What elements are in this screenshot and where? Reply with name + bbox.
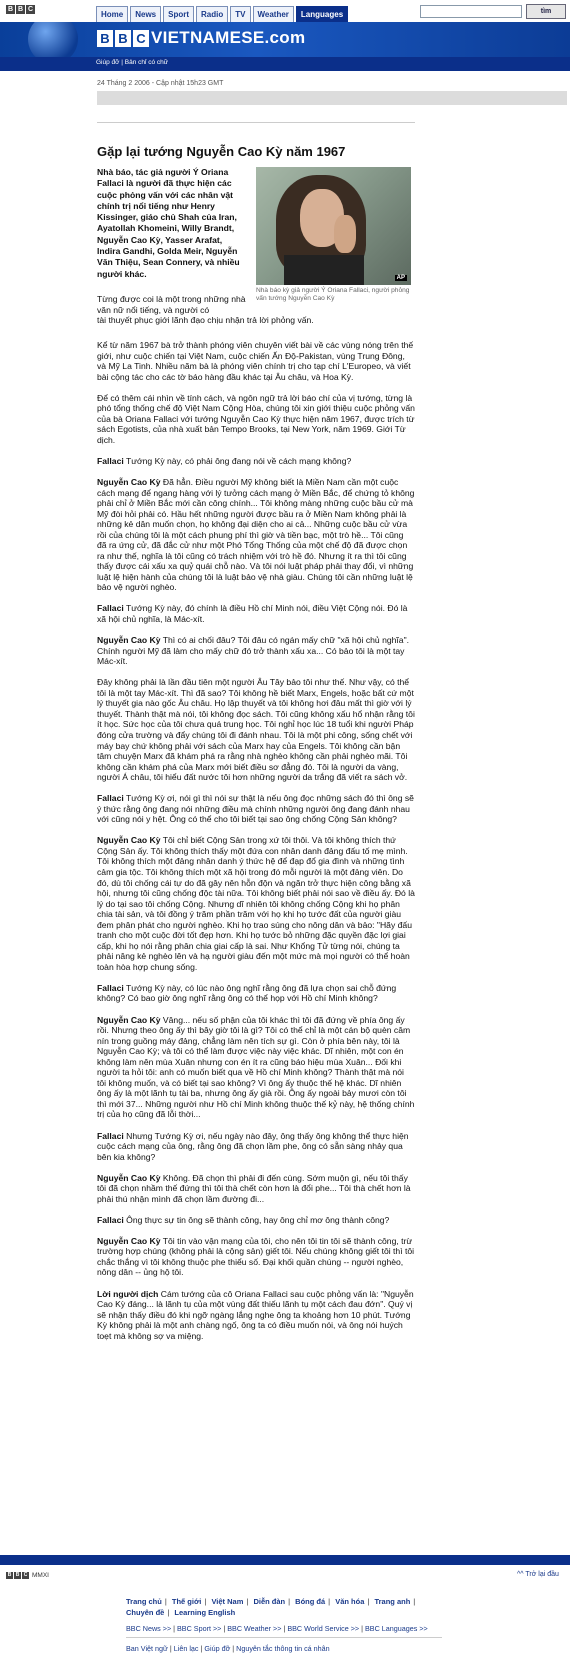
- tab-home[interactable]: Home: [96, 6, 128, 22]
- tab-radio[interactable]: Radio: [196, 6, 228, 22]
- footer-logo: [6, 1572, 49, 1579]
- copyright: MMXI: [32, 1572, 49, 1579]
- bbc-mini-logo[interactable]: [6, 5, 35, 14]
- tab-languages[interactable]: Languages: [296, 6, 348, 22]
- paragraph-text: Tướng Kỳ ơi, nói gì thì nói sự thật là nếu ông đọc những sách đó thì ông sẽ ý thức rằng ông đang nói những điều mà chính những người ông đang đánh nhau với cũng nói y hệt. Ông có thể cho tôi biết tại sao ông chống Cộng Sản không?: [97, 793, 414, 825]
- article-title: Gặp lại tướng Nguyễn Cao Kỳ năm 1967: [97, 144, 346, 159]
- article-paragraph: [97, 793, 415, 825]
- footer-link-about[interactable]: Ban Việt ngữ: [126, 1644, 168, 1653]
- paragraph-text: Tướng Kỳ này, có phải ông đang nói về cách mạng không?: [123, 455, 352, 466]
- top-bar: [0, 0, 570, 22]
- intro-text: Từng được coi là một trong những nhà văn nữ nổi tiếng, và người có: [97, 294, 246, 315]
- back-to-top-link[interactable]: ^^ Trở lại đầu: [517, 1571, 559, 1578]
- speaker: Lời người dịch: [97, 1288, 159, 1299]
- article-paragraph: [97, 393, 415, 446]
- masthead: [0, 22, 570, 57]
- separator: |: [204, 1597, 207, 1606]
- logo-letter: B: [17, 6, 24, 13]
- article-paragraph: [97, 1236, 415, 1278]
- footer-nav-forum[interactable]: Diễn đàn: [253, 1597, 286, 1606]
- search-button[interactable]: tìm: [526, 4, 566, 19]
- logo-letter: B: [115, 30, 131, 47]
- paragraph-text: Ông thực sự tin ông sẽ thành công, hay ông chỉ mơ ông thành công?: [123, 1214, 390, 1225]
- footer-link-help[interactable]: Giúp đỡ: [204, 1644, 231, 1653]
- article-photo: [256, 167, 411, 285]
- article-paragraph: [97, 477, 415, 593]
- footer-bar: [0, 1555, 570, 1565]
- separator: |: [246, 1597, 249, 1606]
- separator: |: [232, 1644, 235, 1653]
- paragraph-text: Tướng Kỳ này, đó chính là điều Hồ chí Minh nói, điều Việt Cộng nói. Đó là xã hội chủ nghĩa, là Mác-xít.: [97, 603, 408, 625]
- separator: |: [328, 1597, 331, 1606]
- photo-credit: AP: [396, 275, 405, 281]
- footer-nav-world[interactable]: Thế giới: [171, 1597, 202, 1606]
- footer-nav-football[interactable]: Bóng đá: [295, 1597, 326, 1606]
- site-tabs: [96, 6, 348, 22]
- speaker: Nguyễn Cao Kỳ: [97, 1172, 161, 1183]
- speaker: Fallaci: [97, 982, 124, 993]
- article-paragraph: [97, 635, 415, 667]
- speaker: Fallaci: [97, 1130, 124, 1141]
- subnav-separator: |: [121, 59, 123, 66]
- paragraph-text: Để có thêm cái nhìn về tính cách, và ngôn ngữ trả lời báo chí của vị tướng, từng là phó tổng thống chế độ Việt Nam Cộng Hòa, chúng tôi xin giới thiệu cuộc phỏng vấn của bà Oriana Fallaci với tướng Nguyễn Cao Kỳ thực hiện năm 1967, được trích từ sách Egotists, của nhà xuất bản Tempo Brooks, tại New York, năm 1969. Giới Từ dịch.: [97, 392, 415, 445]
- footer-nav-vietnam[interactable]: Việt Nam: [211, 1597, 244, 1606]
- footer-bottom-links: [126, 1644, 330, 1653]
- speaker: Fallaci: [97, 603, 124, 614]
- service-link-world-service[interactable]: BBC World Service >>: [287, 1624, 360, 1633]
- speaker: Nguyễn Cao Kỳ: [97, 1235, 161, 1246]
- logo-letter: B: [97, 30, 113, 47]
- footer-nav-home[interactable]: Trang chủ: [126, 1597, 162, 1606]
- speaker: Fallaci: [97, 793, 124, 804]
- speaker: Nguyễn Cao Kỳ: [97, 476, 161, 487]
- speaker: Fallaci: [97, 1214, 124, 1225]
- paragraph-text: Vâng... nếu số phận của tôi khác thì tôi đã đứng về phía ông ấy rồi. Nhưng theo ông ấy thì bây giờ tôi là gì? Tôi có thể chỉ là một cán bộ quèn câm nín trong guồng máy đảng, chẳng làm nên tích sự gì. Còn ở phía bên này, tôi là Nguyễn Cao Kỳ; và tôi có thể làm được việc này việc khác. Dĩ nhiên, một con én không làm nên mùa Xuân nhưng con én ít ra cũng báo hiệu mùa Xuân... Đối khi người ta hỏi tôi: anh có muốn biết qua về Hồ chí Minh không? Thành thật mà nói tôi không muốn, và có biết tại sao không? Vì ông ấy thuộc thế hệ khác. Dĩ nhiên ông ấy là một lãnh tụ tài ba, nhưng ông ấy già rồi. Ông ấy ngoài bảy mươi còn tôi thì mới 37... Những người như Hồ chí Minh không thuộc thế kỷ này, hệ thống chính trị của họ cũng đã lỗi thời...: [97, 1014, 415, 1120]
- bbc-logo[interactable]: [97, 30, 149, 47]
- footer-nav: [126, 1596, 456, 1618]
- article-paragraph: [97, 835, 415, 972]
- tab-tv[interactable]: TV: [230, 6, 250, 22]
- article-paragraph: [97, 603, 415, 624]
- separator: |: [413, 1597, 416, 1606]
- logo-letter: C: [23, 1572, 28, 1578]
- divider: [97, 122, 415, 123]
- footer-nav-topics[interactable]: Chuyên đề: [126, 1608, 165, 1617]
- help-link[interactable]: Giúp đỡ: [96, 59, 120, 66]
- footer-services: [126, 1624, 428, 1633]
- footer-nav-learning-english[interactable]: Learning English: [174, 1608, 236, 1617]
- site-name[interactable]: VIETNAMESE.com: [151, 28, 306, 47]
- footer-nav-culture[interactable]: Văn hóa: [335, 1597, 365, 1606]
- service-link-sport[interactable]: BBC Sport >>: [177, 1624, 222, 1633]
- footer-divider: [126, 1637, 442, 1638]
- separator: |: [173, 1624, 176, 1633]
- paragraph-text: Thì có ai chối đâu? Tôi đâu có ngán mấy chữ "xã hội chủ nghĩa". Chính người Mỹ đã làm cho mấy chữ đó trở thành xấu xa... Có bảo tôi là một tay Mác-xít.: [97, 635, 410, 667]
- paragraph-text: Cám tướng của cô Oriana Fallaci sau cuộc phỏng vấn là: "Nguyễn Cao Kỳ đáng... là lãnh tụ của một vùng đất thiếu lãnh tụ một cách đau đớn". Quý vị sẽ nhận thấy điều đó khi ngỡ ngàng lắng nghe ông ta khoảng hơn 10 phút. Tướng Kỳ không phải là một anh chàng ngố, ông ta có điều muốn nói, và ông nói huých toẹt mà không sợ va miệng.: [97, 1288, 414, 1341]
- article-paragraph: [97, 456, 415, 467]
- tab-weather[interactable]: Weather: [253, 6, 294, 22]
- article-paragraph: [97, 340, 415, 382]
- article-paragraph: [97, 1215, 415, 1226]
- logo-letter: C: [133, 30, 149, 47]
- speaker: Nguyễn Cao Kỳ: [97, 835, 161, 846]
- separator: |: [169, 1644, 172, 1653]
- speaker: Nguyễn Cao Kỳ: [97, 1014, 161, 1025]
- paragraph-text: Tôi chỉ biết Cộng Sản trong xứ tôi thôi. Và tôi không thích thứ Cộng Sản ấy. Tôi không thích thấy một đứa con nhân danh đảng đấu tố mẹ mình. Tôi không thích một đảng nhân danh ý thức hệ để đạp đổ gia đình và những tình cảm gia tộc. Tôi không thích một xã hội trong đó mỗi người là một đảng viên. Do đó, dù tôi chống cái tự do đã gây nên hỗn độn và ngăn trở thực hiện công bằng xã hội, nhưng tôi cũng chống độc tài nữa. Tôi không biết phải nói sao về điều ấy. Đó là lý do tại sao tôi chống Cộng. Nhưng dĩ nhiên tôi không chống Cộng khi họ phân chia tài sản, và tôi đồng ý trăm phần trăm với họ khi họ tước đất của người giàu đem phân phát cho người nghèo. Khi họ trao súng cho nông dân và bảo: "Hãy đấu tranh cho một cuộc đời tốt đẹp hơn. Khi họ tước bỏ những đặc quyền đặc lợi giai cấp, khi họ nói rằng phân chia giai cấp là sai. Như Khổng Tử từng nói, chúng ta phải nâng kẻ nghèo lên và hạ người giàu đến một mức mà mọi người có thể hoàn toàn hòa hợp chung sống.: [97, 835, 415, 972]
- logo-letter: B: [7, 1572, 12, 1578]
- photo-caption: Nhà báo kỳ giả người Ý Oriana Fallaci, người phỏng vấn tướng Nguyễn Cao Kỳ: [256, 287, 410, 303]
- article-paragraph: [97, 983, 415, 1004]
- logo-letter: B: [15, 1572, 20, 1578]
- paragraph-text: Nhưng Tướng Kỳ ơi, nếu ngày nào đây, ông thấy ông không thể thực hiện cuộc cách mạng của ông, rằng ông đã chọn lầm phe, ông có sẵn sàng nhảy qua bên kia không?: [97, 1130, 409, 1162]
- paragraph-text: Tôi tin vào vận mạng của tôi, cho nên tôi tin tôi sẽ thành công, trừ trường hợp chúng (không phải là cộng sản) giết tôi. Nếu chúng không giết tôi thì tôi chắc thắng vì tôi không thuộc phe thiểu số. Đại khối quần chúng -- người nghèo, nông dân -- ủng hộ tôi.: [97, 1235, 415, 1278]
- footer-nav-english-page[interactable]: Trang anh: [374, 1597, 411, 1606]
- paragraph-text: Tướng Kỳ này, có lúc nào ông nghĩ rằng ông đã lựa chọn sai chỗ đứng không? Có bao giờ ông nghĩ rằng ông có thể họp với Hồ chí Minh không?: [97, 982, 397, 1004]
- text-only-link[interactable]: Bản chỉ có chữ: [124, 59, 169, 66]
- paragraph-text: Không. Đã chọn thì phải đi đến cùng. Sớm muộn gì, nếu tôi thấy tôi đã chọn nhầm thế đứng thì tôi thà chết còn hơn là đổi phe... Tôi thà chết hơn là phải thú nhận mình đã chọn lầm đường đi...: [97, 1172, 411, 1204]
- logo-letter: C: [27, 6, 34, 13]
- separator: |: [367, 1597, 370, 1606]
- service-link-weather[interactable]: BBC Weather >>: [227, 1624, 282, 1633]
- speaker: Nguyễn Cao Kỳ: [97, 635, 161, 646]
- article-body: [97, 340, 415, 1352]
- globe-graphic: [18, 22, 78, 57]
- dateline: 24 Tháng 2 2006 - Cập nhật 15h23 GMT: [97, 80, 224, 87]
- separator: |: [164, 1597, 167, 1606]
- divider-band: [97, 91, 567, 105]
- paragraph-text: Đây không phải là lần đầu tiên một người Âu Tây bảo tôi như thế. Như vậy, có thể tôi là một tay Mác-xít. Thì đã sao? Tôi không hề biết Marx, Engels, hoặc bất cứ một lý thuyết gia nào gốc Âu châu. Họ lập thuyết và tôi không hơi đâu mất thì giờ với lý thuyết. Thành thật mà nói, tôi không đọc sách. Tôi cũng không xấu hổ nhận rằng tôi ít học. Sức học của tôi chưa quá trung học. Tôi nghỉ học lúc 18 tuổi khi người Pháp đóng cửa trường và đẩy chúng tôi đi đánh nhau. Tôi là một phi công, sống chết với máy bay chứ không phải với sách của Marx hay của Engels. Tôi không cần bận tâm chuyện Marx đã khám phá ra rằng nhà nghèo không cần phải nghèo mãi. Tôi không cần khám phá của Marx mới biết điều sơ đẳng đó. Tôi là người da vàng, người Á châu, tôi hiểu đất nước tôi hơn những người da trắng đã viết ra sách vở.: [97, 677, 415, 783]
- separator: |: [288, 1597, 291, 1606]
- separator: |: [167, 1608, 170, 1617]
- separator: |: [361, 1624, 363, 1633]
- sub-nav: [0, 57, 570, 71]
- article-lead: Nhà báo, tác giả người Ý Oriana Fallaci là người đã thực hiện các cuộc phỏng vấn với các nhân vật chính trị nổi tiếng như Henry Kissinger, giáo chủ Shah của Iran, Ayatollah Khomeini, Willy Brandt, Nguyễn Cao Kỳ, Yasser Arafat, Indira Gandhi, Golda Meir, Nguyễn Văn Thiệu, Sean Connery, và nhiều người khác.: [97, 167, 240, 279]
- intro-text-continued: tài thuyết phục giới lãnh đạo chịu nhận trả lời phỏng vấn.: [97, 315, 314, 325]
- separator: |: [223, 1624, 226, 1633]
- footer-link-contact[interactable]: Liên lạc: [173, 1644, 199, 1653]
- separator: |: [283, 1624, 286, 1633]
- service-link-languages[interactable]: BBC Languages >>: [364, 1624, 428, 1633]
- speaker: Fallaci: [97, 455, 124, 466]
- article-paragraph: [97, 1131, 415, 1163]
- tab-news[interactable]: News: [130, 6, 161, 22]
- article-paragraph: [97, 677, 415, 782]
- search-input[interactable]: [420, 5, 522, 18]
- separator: |: [200, 1644, 203, 1653]
- footer-link-privacy[interactable]: Nguyên tắc thông tin cá nhân: [236, 1644, 330, 1653]
- paragraph-text: Đã hẳn. Điều người Mỹ không biết là Miền Nam cần một cuộc cách mạng để ngang hàng với lý tưởng cách mạng ở Miền Bắc, để chứng tỏ không phải chỉ ở Miền Bắc mới cần công chính... Tôi không màng những cuộc bầu cử mà Mỹ đòi hỏi phải có. Hầu hết những người được bầu ra ở Miền Nam không phải là những kẻ dân muốn chọn, họ không đại diện cho ai cả... Những cuộc bầu cử vừa rồi của chúng tôi là một cách phung phí thì giờ và tiền bạc, một trò hề... Tôi cũng đã ra ứng cử, đã đắc cử như một Phó Tổng Thống của một chế độ đã được chọn ra như thế, nghĩa là tôi cũng có trách nhiệm với trò hề đó. Nhưng ít ra thì tôi cũng thấy được cái xấu xa quỷ quái chỗ nào. Và tôi nói luật pháp phải thay đổi, vì những luật lệ hiện hành của chúng tôi là luật bảo vệ nhà giàu. Chúng tôi cần những luật lệ bảo vệ người nghèo.: [97, 476, 415, 593]
- article-paragraph: [97, 1289, 415, 1342]
- service-link-news[interactable]: BBC News >>: [126, 1624, 172, 1633]
- paragraph-text: Kể từ năm 1967 bà trở thành phóng viên chuyên viết bài về các vùng nóng trên thế giới, như cuộc chiến tại Việt Nam, cuộc chiến Ấn Độ-Pakistan, vùng Trung Đông, và Mỹ La Tinh. Nhiều năm bà là phóng viên chính trị cho tạp chí L'Europeo, và viết bài cộng tác cho các tờ báo hàng đầu khác tại Âu châu, và Hoa Kỳ.: [97, 340, 414, 382]
- article-paragraph: [97, 1173, 415, 1205]
- tab-sport[interactable]: Sport: [163, 6, 194, 22]
- article-paragraph: [97, 1015, 415, 1120]
- logo-letter: B: [7, 6, 14, 13]
